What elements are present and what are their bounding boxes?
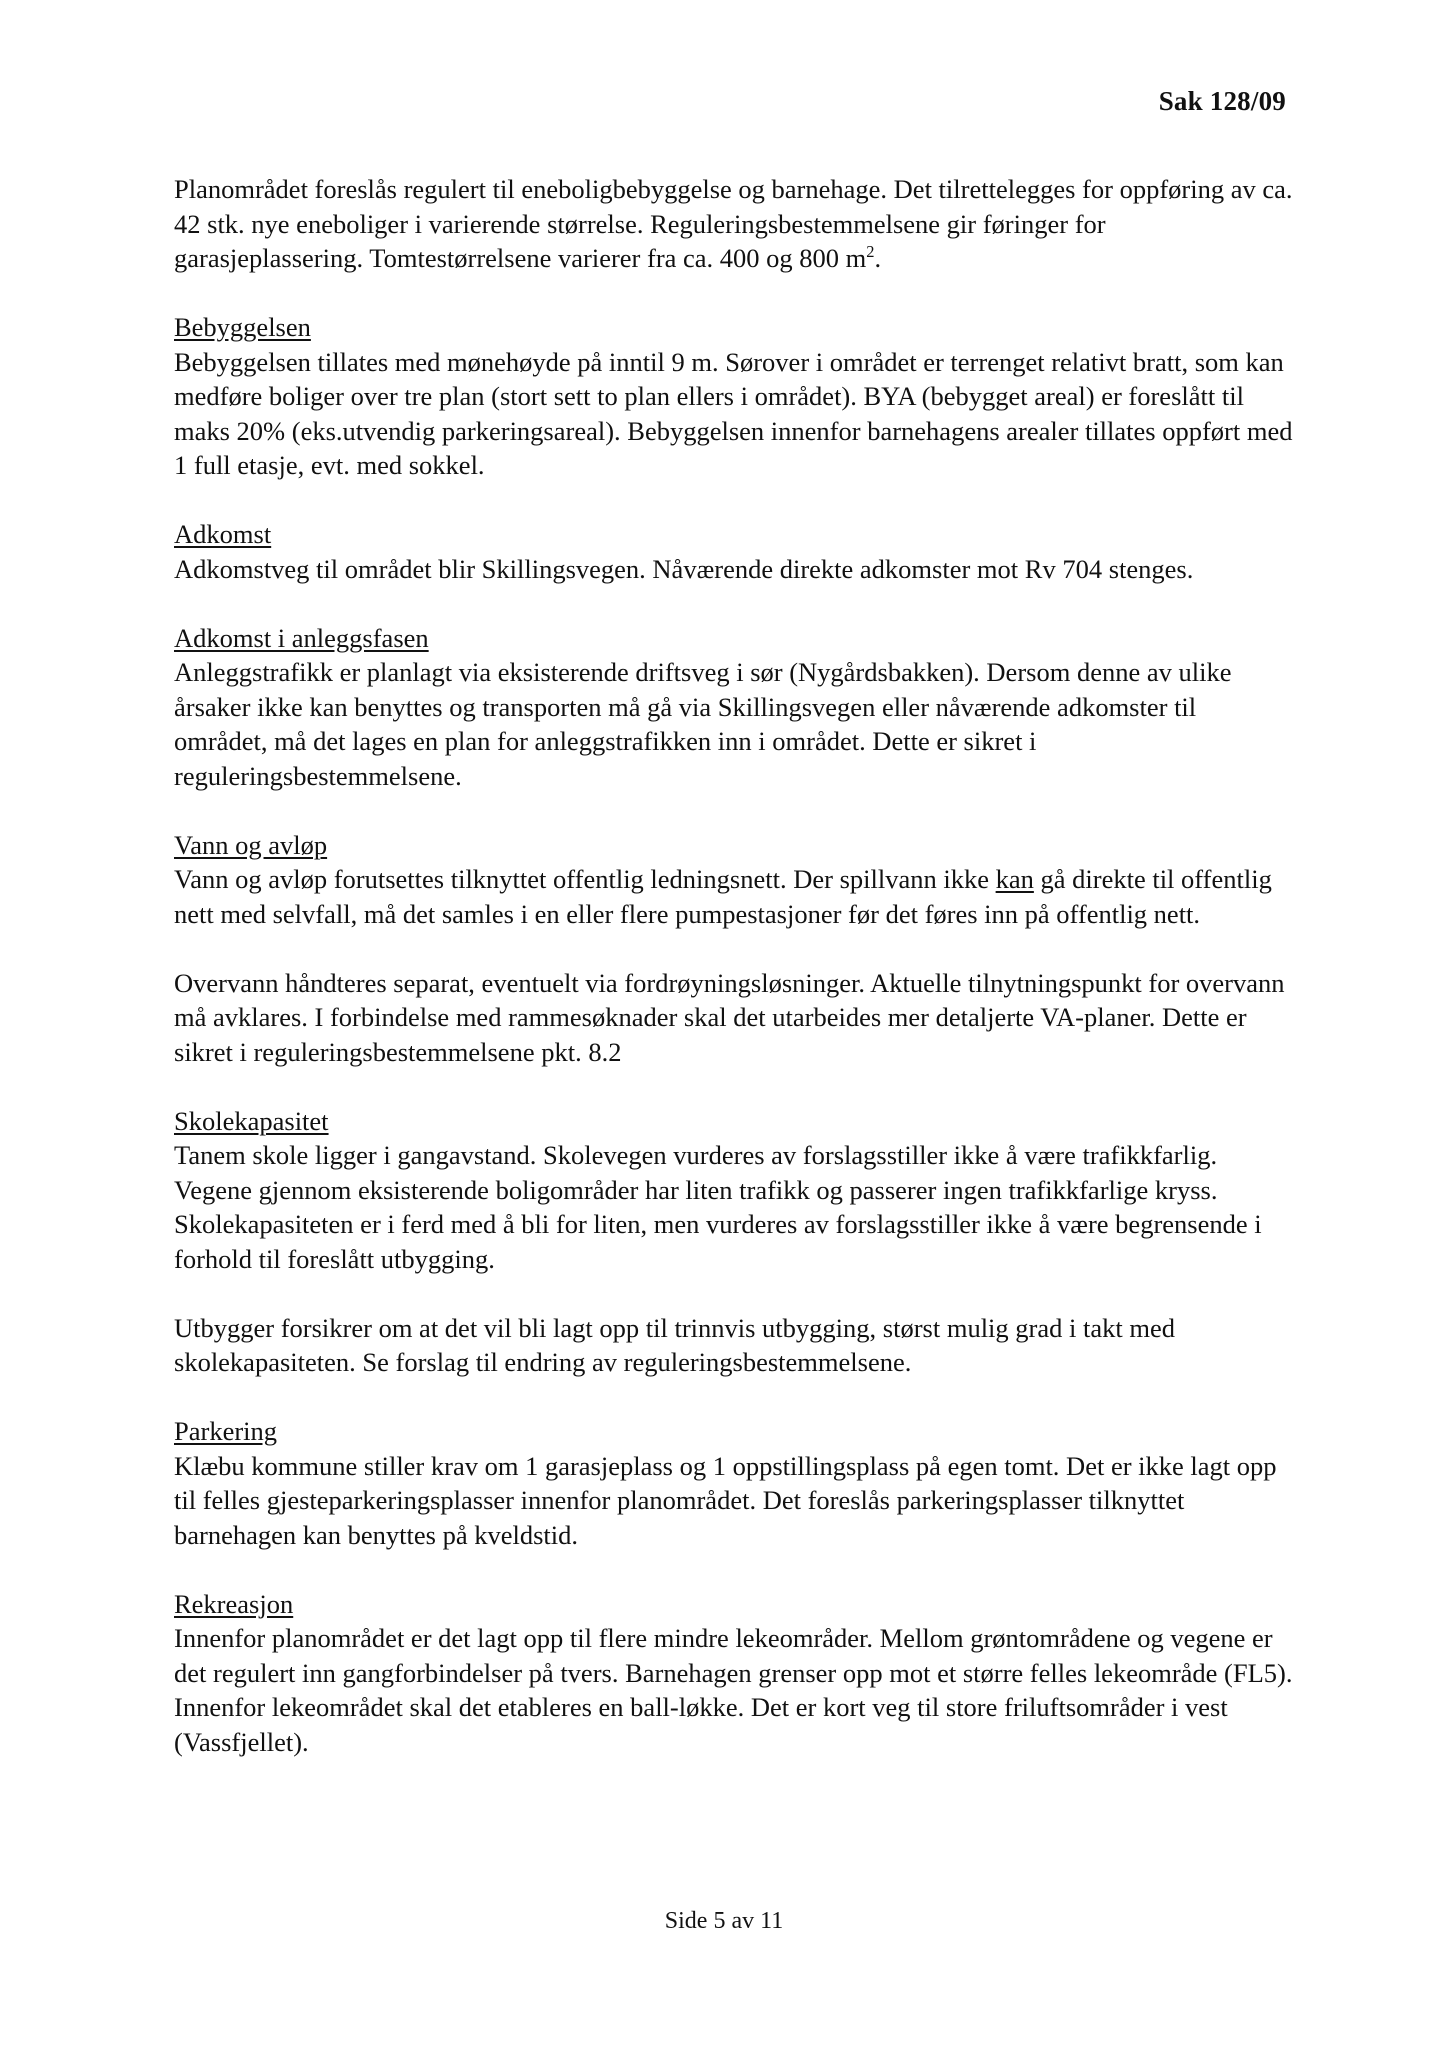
intro-superscript: 2 <box>866 242 875 262</box>
vann-avlop-text-b: gå direkte til offentlig nett med selvfall, må det samles i en eller flere pumpestasjoner før det føres inn på offentlig nett. <box>174 864 1272 929</box>
vann-avlop-underlined-word: kan <box>995 864 1034 894</box>
section-adkomst-anleggsfasen <box>174 621 1294 794</box>
heading-parkering: Parkering <box>174 1416 278 1446</box>
intro-text: Planområdet foreslås regulert til eneboligbebyggelse og barnehage. Det tilrettelegges for oppføring av ca. 42 stk. nye eneboliger i varierende størrelse. Reguleringsbestemmelsene gir føringer for garasjeplassering. Tomtestørrelsene varierer fra ca. 400 og 800 m <box>174 174 1293 273</box>
paragraph-parkering: Klæbu kommune stiller krav om 1 garasjeplass og 1 oppstillingsplass på egen tomt. Det er ikke lagt opp til felles gjesteparkeringsplasser innenfor planområdet. Det foreslås parkeringsplasser tilknyttet barnehagen kan benyttes på kveldstid. <box>174 1450 1277 1550</box>
paragraph-adkomst-anleggsfasen: Anleggstrafikk er planlagt via eksisterende driftsveg i sør (Nygårdsbakken). Dersom denne av ulike årsaker ikke kan benyttes og transporten må gå via Skillingsvegen eller nåværende adkomster til området, må det lages en plan for anleggstrafikken inn i området. Dette er sikret i reguleringsbestemmelsene. <box>174 657 1232 791</box>
intro-paragraph <box>174 172 1294 276</box>
intro-end: . <box>874 243 882 273</box>
paragraph-skolekapasitet-2: Skolekapasiteten er i ferd med å bli for liten, men vurderes av forslagsstiller ikke å være begrensende i forhold til foreslått utbygging. <box>174 1209 1262 1274</box>
document-body <box>174 172 1294 1794</box>
intro-section <box>174 172 1294 276</box>
heading-adkomst: Adkomst <box>174 519 272 549</box>
paragraph-rekreasjon: Innenfor planområdet er det lagt opp til flere mindre lekeområder. Mellom grøntområdene og vegene er det regulert inn gangforbindelser på tvers. Barnehagen grenser opp mot et større felles lekeområde (FL5). Innenfor lekeområdet skal det etableres en ball-løkke. Det er kort veg til store friluftsområder i vest (Vassfjellet). <box>174 1623 1293 1757</box>
section-parkering <box>174 1414 1294 1552</box>
section-utbygging <box>174 1311 1294 1380</box>
section-overvann <box>174 966 1294 1070</box>
vann-avlop-text-a: Vann og avløp forutsettes tilknyttet offentlig ledningsnett. Der spillvann ikke <box>174 864 996 894</box>
page-number: Side 5 av 11 <box>664 1908 784 1934</box>
section-rekreasjon <box>174 1587 1294 1760</box>
paragraph-skolekapasitet-3: Utbygger forsikrer om at det vil bli lagt opp til trinnvis utbygging, størst mulig grad i takt med skolekapasiteten. Se forslag til endring av reguleringsbestemmelsene. <box>174 1312 1175 1377</box>
heading-vann-avlop: Vann og avløp <box>174 829 328 860</box>
section-skolekapasitet <box>174 1104 1294 1277</box>
paragraph-vann-avlop <box>174 862 1294 931</box>
section-adkomst <box>174 517 1294 586</box>
heading-adkomst-anleggsfasen: Adkomst i anleggsfasen <box>174 622 429 653</box>
paragraph-skolekapasitet-1: Tanem skole ligger i gangavstand. Skolevegen vurderes av forslagsstiller ikke å være trafikkfarlig. Vegene gjennom eksisterende boligområder har liten trafikk og passerer ingen trafikkfarlige kryss. <box>174 1140 1218 1205</box>
paragraph-adkomst: Adkomstveg til området blir Skillingsvegen. Nåværende direkte adkomster mot Rv 704 stenges. <box>174 553 1194 584</box>
heading-rekreasjon: Rekreasjon <box>174 1588 294 1619</box>
paragraph-overvann: Overvann håndteres separat, eventuelt via fordrøyningsløsninger. Aktuelle tilnytningspunkt for overvann må avklares. I forbindelse med rammesøknader skal det utarbeides mer detaljerte VA-planer. Dette er sikret i reguleringsbestemmelsene pkt. 8.2 <box>174 967 1285 1067</box>
section-bebyggelsen <box>174 310 1294 483</box>
paragraph-bebyggelsen: Bebyggelsen tillates med mønehøyde på inntil 9 m. Sørover i området er terrenget relativt bratt, som kan medføre boliger over tre plan (stort sett to plan ellers i området). BYA (bebygget areal) er foreslått til maks 20% (eks.utvendig parkeringsareal). Bebyggelsen innenfor barnehagens arealer tillates oppført med 1 full etasje, evt. med sokkel. <box>174 346 1293 480</box>
case-reference: Sak 128/09 <box>1158 86 1286 116</box>
heading-bebyggelsen: Bebyggelsen <box>174 312 311 342</box>
section-vann-avlop <box>174 828 1294 932</box>
heading-skolekapasitet: Skolekapasitet <box>174 1105 329 1136</box>
